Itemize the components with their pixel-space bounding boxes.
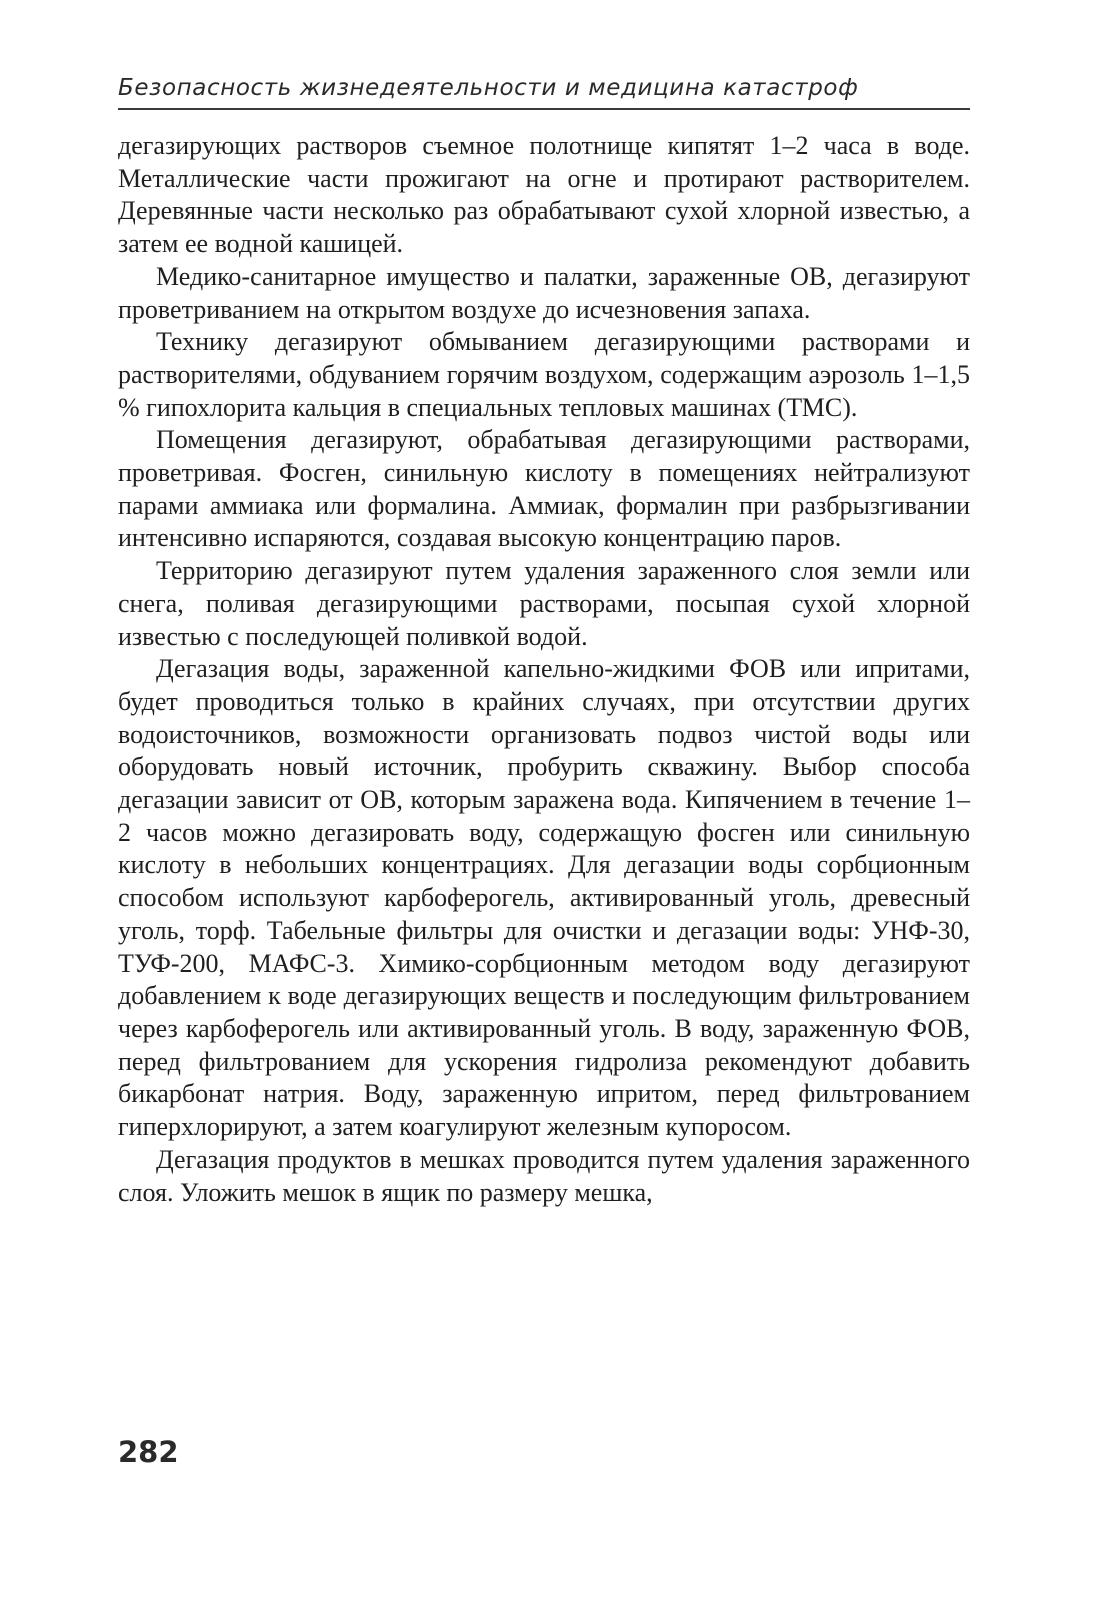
paragraph-1: дегазирующих растворов съемное полотнище кипятят 1–2 часа в воде. Металлические части прожигают на огне и протирают растворителем. Деревянные части несколько раз обрабатывают сухой хлорной известью, а затем ее водной кашицей.	[118, 131, 970, 259]
page-number: 282	[118, 1435, 179, 1469]
paragraph-7: Дегазация продуктов в мешках проводится путем удаления зараженного слоя. Уложить мешок в ящик по размеру мешка,	[118, 1144, 970, 1207]
paragraph-2: Медико-санитарное имущество и палатки, зараженные ОВ, дегазируют проветриванием на открытом воздухе до исчезновения запаха.	[118, 261, 970, 324]
paragraph-5: Территорию дегазируют путем удаления зараженного слоя земли или снега, поливая дегазирующими растворами, посыпая сухой хлорной известью с последующей поливкой водой.	[118, 556, 970, 651]
paragraph-4: Помещения дегазируют, обрабатывая дегазирующими растворами, проветривая. Фосген, синильную кислоту в помещениях нейтрализуют парами аммиака или формалина. Аммиак, формалин при разбрызгивании интенсивно испаряются, создавая высокую концентрацию паров.	[118, 425, 970, 553]
paragraph-6: Дегазация воды, зараженной капельно-жидкими ФОВ или ипритами, будет проводиться только в крайних случаях, при отсутствии других водоисточников, возможности организовать подвоз чистой воды или оборудовать новый источник, пробурить скважину. Выбор способа дегазации зависит от ОВ, которым заражена вода. Кипячением в течение 1–2 часов можно дегазировать воду, содержащую фосген или синильную кислоту в небольших концентрациях. Для дегазации воды сорбционным способом используют карбоферогель, активированный уголь, древесный уголь, торф. Табельные фильтры для очистки и дегазации воды: УНФ-30, ТУФ-200, МАФС-3. Химико-сорбционным методом воду дегазируют добавлением к воде дегазирующих веществ и последующим фильтрованием через карбоферогель или активированный уголь. В воду, зараженную ФОВ, перед фильтрованием для ускорения гидролиза рекомендуют добавить бикарбонат натрия. Воду, зараженную ипритом, перед фильтрованием гиперхлорируют, а затем коагулируют железным купоросом.	[118, 654, 970, 1142]
header-rule	[118, 108, 970, 110]
paragraph-3: Технику дегазируют обмыванием дегазирующими растворами и растворителями, обдуванием горячим воздухом, содержащим аэрозоль 1–1,5 % гипохлорита кальция в специальных тепловых машинах (ТМС).	[118, 327, 970, 422]
running-head-title: Безопасность жизнедеятельности и медицина катастроф	[118, 75, 859, 101]
body-text	[118, 130, 970, 1209]
